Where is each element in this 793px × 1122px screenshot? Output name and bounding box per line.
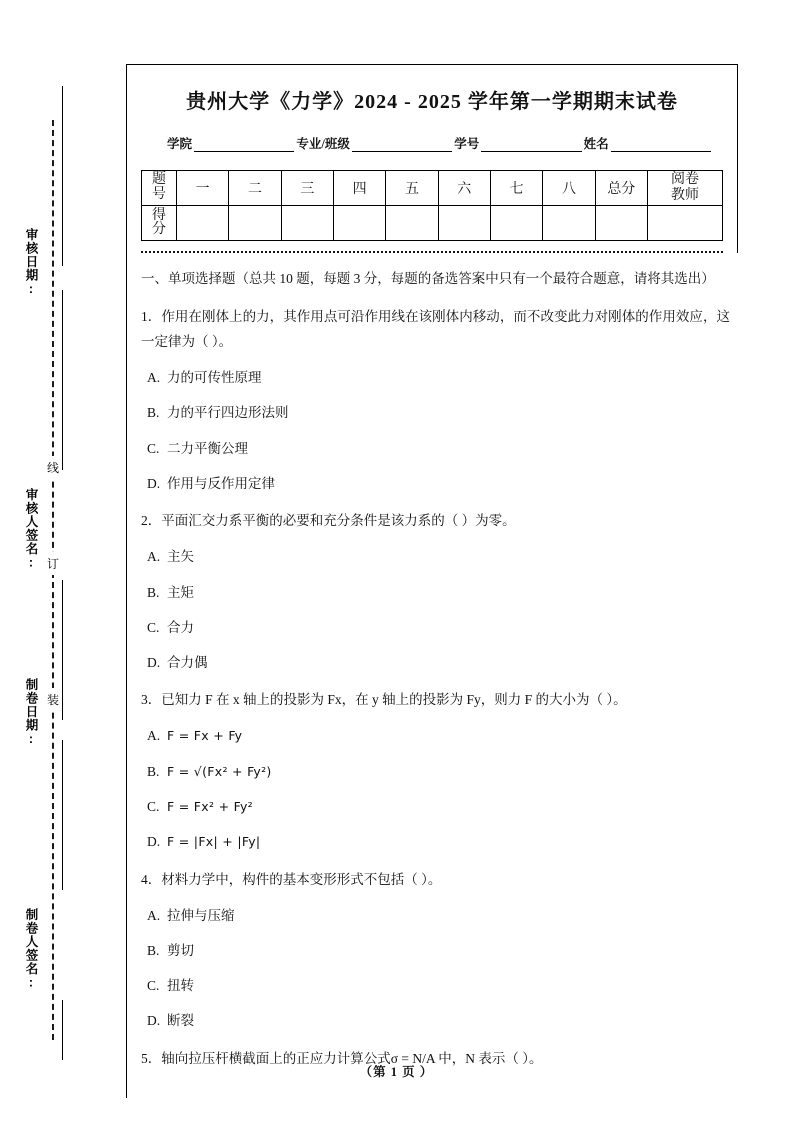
option-1-D[interactable]: [147, 472, 730, 496]
margin-rule-3: [62, 580, 63, 720]
question-stem-3: 3．已知力 F 在 x 轴上的投影为 Fx，在 y 轴上的投影为 Fy，则力 F 的大小为（ ）。: [141, 692, 627, 708]
option-text: 作用与反作用定律: [167, 475, 275, 491]
fold-mark-zhuang: 装: [44, 688, 62, 711]
option-2-A[interactable]: [147, 545, 730, 569]
option-3-B[interactable]: [147, 760, 730, 784]
option-letter: A.: [147, 370, 161, 386]
option-text: F = √(Fx² + Fy²): [167, 763, 272, 779]
question-stem-4: 4．材料力学中，构件的基本变形形式不包括（ ）。: [141, 871, 442, 887]
college-label: 学院: [167, 137, 193, 151]
option-2-C[interactable]: [147, 616, 730, 640]
student-id-label: 学号: [454, 137, 480, 151]
name-input[interactable]: [611, 138, 711, 152]
option-letter: A.: [147, 907, 161, 923]
name-label: 姓名: [583, 137, 609, 151]
col-header-7: 七: [490, 171, 542, 206]
row-label-line2: 分: [152, 222, 166, 238]
maker-signature-label: 制卷人签名:: [24, 908, 38, 991]
option-2-D[interactable]: [147, 651, 730, 675]
grader-cell[interactable]: [648, 206, 723, 241]
score-cell-3[interactable]: [281, 206, 333, 241]
score-cell-2[interactable]: [229, 206, 281, 241]
exam-body: [126, 253, 738, 1098]
option-text: F = Fx + Fy: [167, 728, 243, 744]
page-title: 贵州大学《力学》2024 - 2025 学年第一学期期末试卷: [186, 91, 678, 113]
table-row: [142, 206, 723, 241]
option-1-B[interactable]: [147, 401, 730, 425]
fold-dashed-line: [52, 120, 54, 1040]
row-label-line1: 得: [152, 207, 166, 223]
option-text: F = |Fx| + |Fy|: [167, 834, 261, 850]
option-letter: C.: [147, 619, 160, 635]
option-letter: B.: [147, 584, 160, 600]
col-header-3: 三: [281, 171, 333, 206]
option-text: 合力: [167, 619, 194, 635]
maker-date-label: 制卷日期:: [24, 678, 38, 747]
question-stem-2: 2．平面汇交力系平衡的必要和充分条件是该力系的（ ）为零。: [141, 513, 516, 529]
review-date-label: 审核日期:: [24, 228, 38, 297]
score-cell-5[interactable]: [386, 206, 438, 241]
margin-rule-4: [62, 740, 63, 890]
option-4-A[interactable]: [147, 904, 730, 928]
major-class-input[interactable]: [352, 138, 452, 152]
table-row: [142, 171, 723, 206]
major-class-label: 专业/班级: [296, 137, 350, 151]
fold-mark-xian: 线: [44, 456, 62, 479]
score-table: [141, 170, 723, 241]
option-text: 主矢: [167, 549, 194, 565]
col-header-8: 八: [543, 171, 595, 206]
option-letter: D.: [147, 834, 161, 850]
option-1-C[interactable]: [147, 437, 730, 461]
option-letter: B.: [147, 405, 160, 421]
grader-label-line2: 教师: [671, 188, 699, 204]
option-letter: D.: [147, 1013, 161, 1029]
score-cell-4[interactable]: [333, 206, 385, 241]
option-text: 合力偶: [167, 655, 208, 671]
left-margin-annotations: [0, 0, 118, 1122]
option-3-C[interactable]: [147, 795, 730, 819]
option-letter: C.: [147, 978, 160, 994]
option-letter: B.: [147, 763, 160, 779]
col-header-6: 六: [438, 171, 490, 206]
exam-sheet: [126, 64, 738, 1098]
col-header-grader: [648, 171, 723, 206]
option-text: 力的平行四边形法则: [167, 405, 289, 421]
option-text: 二力平衡公理: [167, 440, 248, 456]
reviewer-signature-label: 审核人签名:: [24, 488, 38, 571]
option-text: 主矩: [167, 584, 194, 600]
col-header-1: 一: [177, 171, 229, 206]
score-cell-6[interactable]: [438, 206, 490, 241]
option-3-D[interactable]: [147, 830, 730, 854]
col-header-4: 四: [333, 171, 385, 206]
option-letter: D.: [147, 475, 161, 491]
option-text: 扭转: [167, 978, 194, 994]
col-header-5: 五: [386, 171, 438, 206]
question-stem-1: 1．作用在刚体上的力，其作用点可沿作用线在该刚体内移动，而不改变此力对刚体的作用效应，这一定律为（ ）。: [141, 309, 730, 350]
score-cell-7[interactable]: [490, 206, 542, 241]
student-id-input[interactable]: [481, 138, 581, 152]
option-letter: C.: [147, 799, 160, 814]
option-4-B[interactable]: [147, 939, 730, 963]
student-info-fields: [141, 134, 723, 152]
margin-rule-5: [62, 1000, 63, 1060]
option-4-D[interactable]: [147, 1009, 730, 1033]
question-stem-5: 5．轴向拉压杆横截面上的正应力计算公式σ = N/A 中，N 表示（ ）。: [141, 1050, 543, 1066]
col-header-2: 二: [229, 171, 281, 206]
option-text: 拉伸与压缩: [167, 907, 235, 923]
row-label-line2: 号: [152, 187, 166, 203]
section-heading: 一、单项选择题（总共 10 题，每题 3 分，每题的备选答案中只有一个最符合题意，请将其选出）: [141, 271, 715, 287]
option-letter: A.: [147, 549, 161, 565]
option-letter: C.: [147, 440, 160, 456]
row-label-line1: 题: [152, 172, 166, 188]
fold-mark-ding: 订: [44, 552, 62, 575]
option-letter: D.: [147, 655, 161, 671]
option-text: 剪切: [167, 942, 194, 958]
option-1-A[interactable]: [147, 366, 730, 390]
option-letter: B.: [147, 942, 160, 958]
exam-header-box: [126, 64, 738, 253]
option-2-B[interactable]: [147, 581, 730, 605]
option-3-A[interactable]: [147, 724, 730, 748]
option-text: 断裂: [167, 1013, 194, 1029]
row-label-score: [142, 206, 177, 241]
row-label-question-number: [142, 171, 177, 206]
college-input[interactable]: [194, 138, 294, 152]
margin-rule-1: [62, 86, 63, 266]
option-text: 力的可传性原理: [167, 370, 262, 386]
col-header-total: 总分: [595, 171, 647, 206]
option-letter: A.: [147, 728, 161, 744]
margin-rule-2: [62, 290, 63, 470]
score-cell-1[interactable]: [177, 206, 229, 241]
score-cell-8[interactable]: [543, 206, 595, 241]
grader-label-line1: 阅卷: [671, 172, 699, 187]
page-footer: （第 1 页 ）: [359, 1065, 434, 1079]
option-text: F = Fx² + Fy²: [167, 799, 253, 814]
score-cell-total[interactable]: [595, 206, 647, 241]
option-4-C[interactable]: [147, 974, 730, 998]
